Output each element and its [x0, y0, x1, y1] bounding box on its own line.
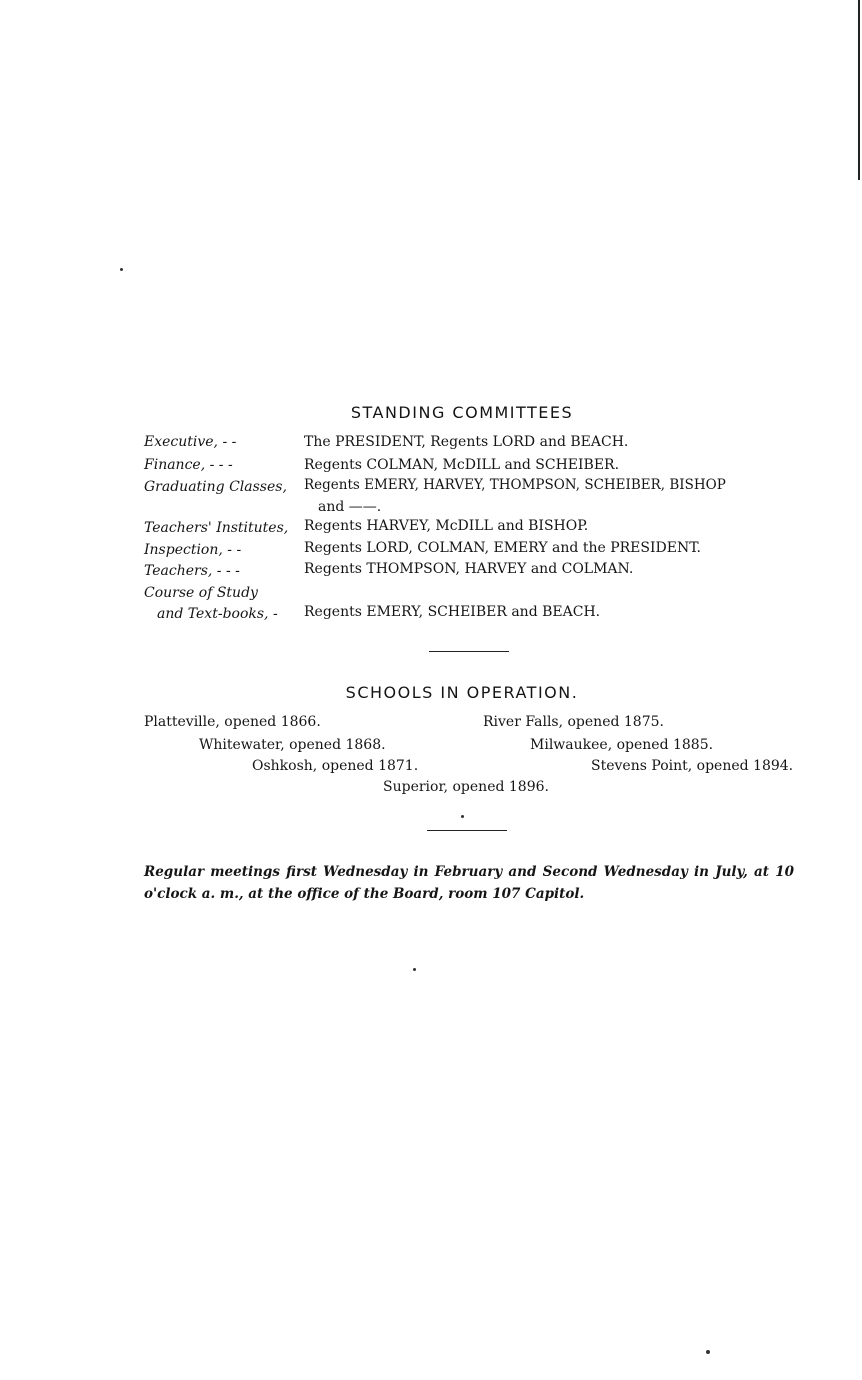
- school-river-falls: River Falls, opened 1875.: [483, 714, 664, 730]
- section-divider: [429, 651, 509, 652]
- committee-members-teachers: Regents THOMPSON, HARVEY and COLMAN.: [304, 561, 634, 577]
- committee-label-graduating: Graduating Classes,: [144, 479, 287, 495]
- committee-members-graduating-cont: and ——.: [318, 499, 382, 515]
- school-platteville: Platteville, opened 1866.: [144, 714, 321, 730]
- committee-label-institutes: Teachers' Institutes,: [144, 520, 289, 536]
- school-stevens-point: Stevens Point, opened 1894.: [591, 758, 794, 774]
- committee-members-graduating: Regents EMERY, HARVEY, THOMPSON, SCHEIBER, BISHOP: [304, 477, 726, 493]
- committee-members-executive: The PRESIDENT, Regents LORD and BEACH.: [304, 434, 629, 450]
- committee-label-course: Course of Study: [144, 585, 258, 601]
- page-edge-line: [858, 0, 860, 180]
- committee-label-executive: Executive, - -: [144, 434, 237, 450]
- committee-members-course: Regents EMERY, SCHEIBER and BEACH.: [304, 604, 601, 620]
- school-superior: Superior, opened 1896.: [383, 779, 549, 795]
- speck: [706, 1350, 710, 1354]
- committee-label-inspection: Inspection, - -: [144, 542, 242, 558]
- committee-label-finance: Finance, - - -: [144, 457, 233, 473]
- meetings-notice: Regular meetings first Wednesday in February and Second Wednesday in July, at 10 o'clock a. m., at the office of the Board, room 107 Capitol.: [144, 864, 794, 902]
- committee-label-course-cont: and Text-books, -: [157, 606, 278, 622]
- speck: [413, 968, 416, 971]
- committee-members-inspection: Regents LORD, COLMAN, EMERY and the PRESIDENT.: [304, 540, 701, 556]
- speck: [461, 815, 464, 818]
- schools-heading: SCHOOLS IN OPERATION.: [345, 683, 579, 702]
- section-divider-2: [427, 830, 507, 831]
- school-whitewater: Whitewater, opened 1868.: [199, 737, 386, 753]
- committee-label-teachers: Teachers, - - -: [144, 563, 240, 579]
- standing-committees-heading: STANDING COMMITTEES: [350, 403, 574, 422]
- committee-members-finance: Regents COLMAN, McDILL and SCHEIBER.: [304, 457, 620, 473]
- school-oshkosh: Oshkosh, opened 1871.: [252, 758, 419, 774]
- speck: [120, 268, 123, 271]
- school-milwaukee: Milwaukee, opened 1885.: [530, 737, 714, 753]
- committee-members-institutes: Regents HARVEY, McDILL and BISHOP.: [304, 518, 589, 534]
